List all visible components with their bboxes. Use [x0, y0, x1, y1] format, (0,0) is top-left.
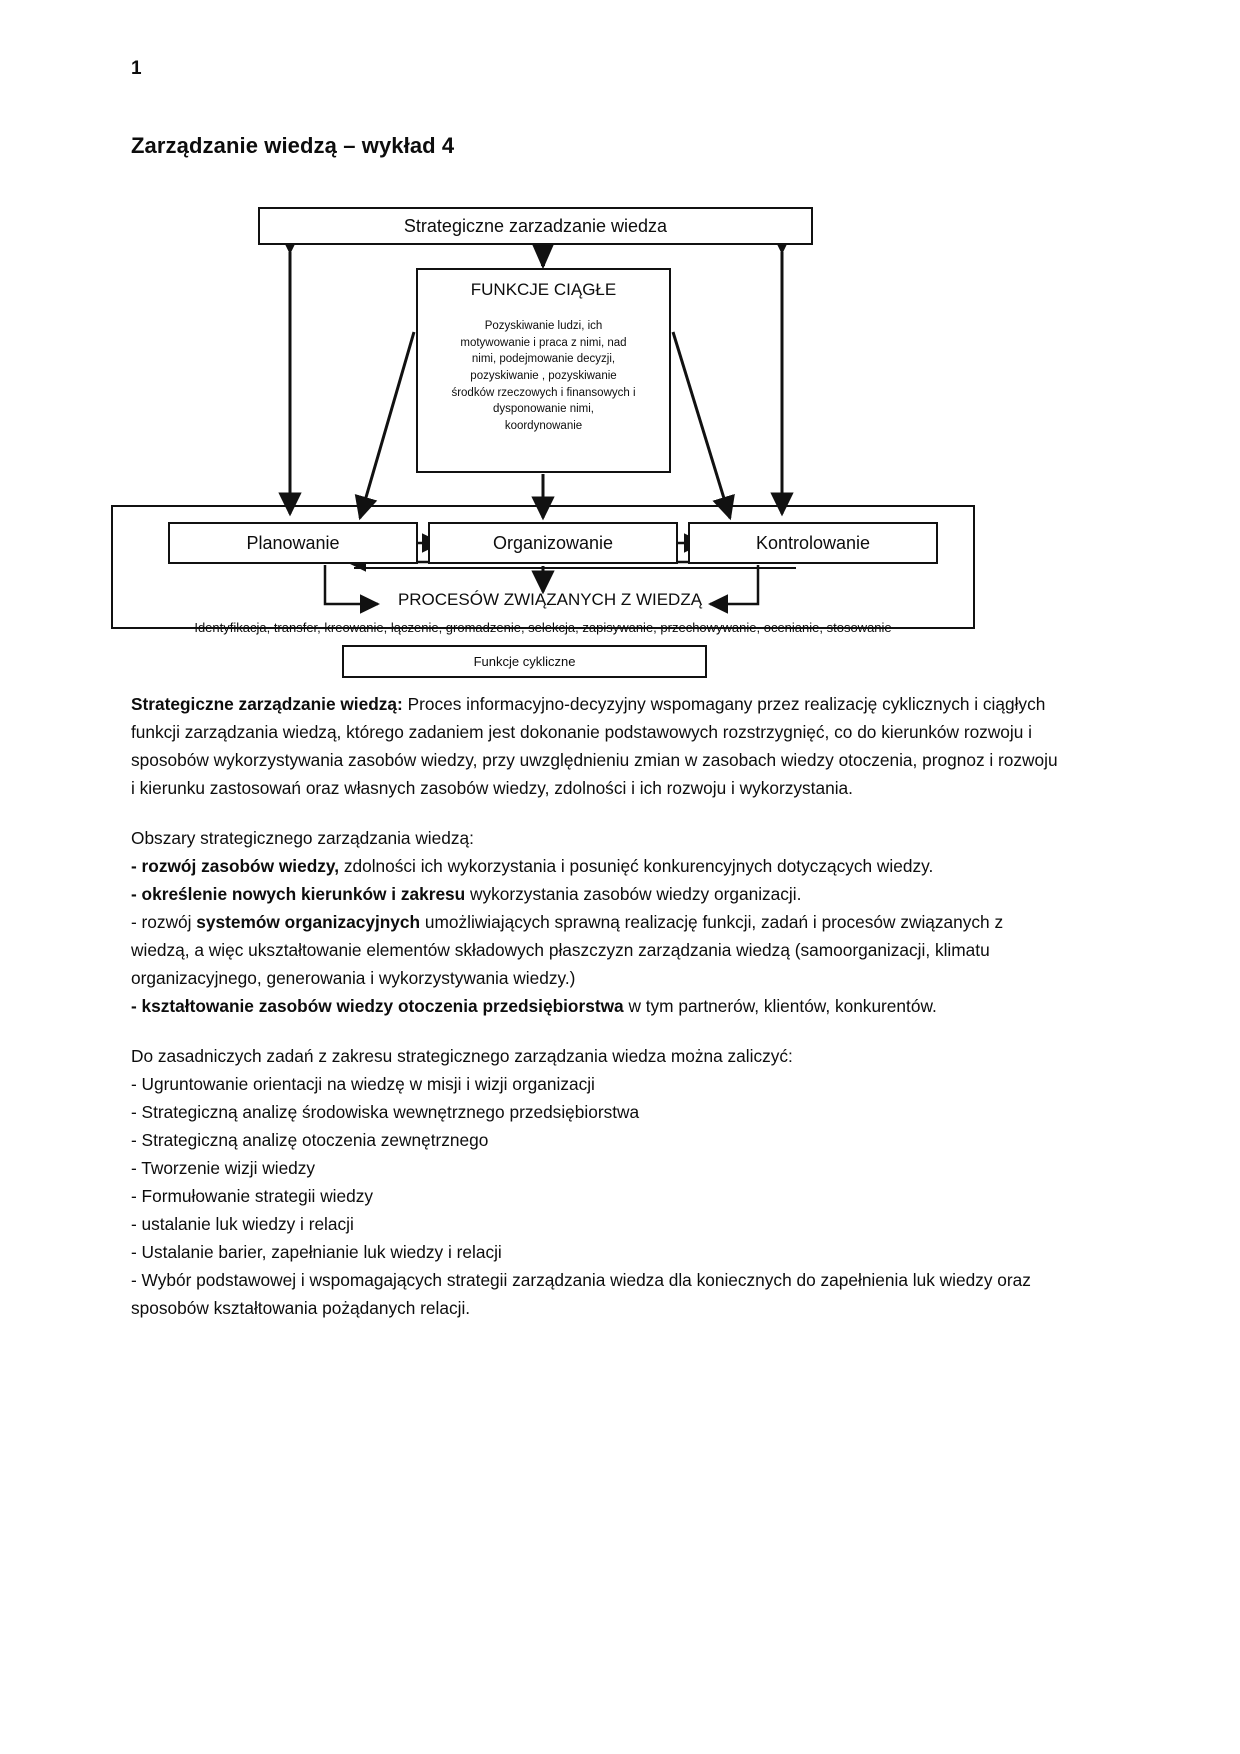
task-item: - Strategiczną analizę otoczenia zewnętrznego: [131, 1130, 489, 1151]
continuous-functions-line: środków rzeczowych i finansowych i: [451, 386, 636, 399]
box-strategic-knowledge-management: [258, 207, 813, 245]
box-continuous-functions: [416, 268, 671, 473]
page-number: 1: [131, 58, 142, 79]
knowledge-processes-list: Identyfikacja, transfer, kreowanie, łączenie, gromadzenie, selekcja, zapisywanie, przechowywanie, ocenianie, stosowanie: [194, 620, 892, 635]
continuous-functions-line: dysponowanie nimi,: [492, 403, 594, 416]
area-3-pre: - rozwój: [131, 912, 197, 933]
task-item: - Strategiczną analizę środowiska wewnętrznego przedsiębiorstwa: [131, 1102, 640, 1123]
box-organizowanie-label: Organizowanie: [492, 532, 614, 553]
task-item: - Tworzenie wizji wiedzy: [131, 1158, 316, 1179]
continuous-functions-body: [451, 318, 635, 435]
continuous-functions-line: koordynowanie: [504, 420, 583, 433]
area-1-rest: zdolności ich wykorzystania i posunięć konkurencyjnych dotyczących wiedzy.: [339, 856, 934, 877]
area-3-bold: systemów organizacyjnych: [196, 912, 421, 933]
task-item: - Formułowanie strategii wiedzy: [131, 1186, 374, 1207]
task-item: - Ustalanie barier, zapełnianie luk wiedzy i relacji: [131, 1242, 502, 1263]
area-3-rest: umożliwiających sprawną realizację funkcji, zadań i procesów związanych z wiedzą, a więc ukształtowanie elementów składowych płaszczyzn zarządzania wiedzą (samoorganizacji, klimatu organizacyjnego, generowania i wykorzystywania wiedzy.): [131, 912, 1004, 989]
area-4-bold: - kształtowanie zasobów wiedzy otoczenia przedsiębiorstwa: [131, 996, 624, 1017]
definition-paragraph: [131, 690, 1066, 802]
area-2-bold: - określenie nowych kierunków i zakresu: [131, 884, 466, 905]
areas-heading: Obszary strategicznego zarządzania wiedzą:: [131, 828, 474, 849]
tasks-heading: Do zasadniczych zadań z zakresu strategicznego zarządzania wiedza można zaliczyć:: [131, 1046, 793, 1067]
spacer: [131, 802, 1066, 824]
box-planowanie-label: Planowanie: [246, 532, 340, 553]
task-item: - ustalanie luk wiedzy i relacji: [131, 1214, 354, 1235]
box-kontrolowanie-label: Kontrolowanie: [755, 532, 871, 553]
continuous-functions-line: Pozyskiwanie ludzi, ich: [484, 320, 603, 332]
continuous-functions-line: pozyskiwanie , pozyskiwanie: [470, 370, 617, 383]
body-content: [131, 690, 1066, 1322]
knowledge-management-diagram: [110, 200, 990, 685]
definition-text: Proces informacyjno-decyzyjny wspomagany przez realizację cyklicznych i ciągłych funkcji zarządzania wiedzą, którego zadaniem jest dokonanie podstawowych rozstrzygnięć, co do kierunków rozwoju i sposobów wykorzystywania zasobów wiedzy, przy uwzględnieniu zmian w zasobach wiedzy otoczenia, prognoz i rozwoju i kierunku zastosowań oraz własnych zasobów wiedzy, zdolności i ich rozwoju i wykorzystania.: [131, 694, 1058, 799]
task-item: - Ugruntowanie orientacji na wiedzę w misji i wizji organizacji: [131, 1074, 595, 1095]
continuous-functions-title: FUNKCJE CIĄGŁE: [470, 280, 617, 299]
area-1-bold: - rozwój zasobów wiedzy,: [131, 856, 340, 877]
box-cyclic-functions: [342, 645, 707, 678]
knowledge-processes-label: PROCESÓW ZWIĄZANYCH Z WIEDZĄ: [397, 590, 703, 609]
continuous-functions-line: nimi, podejmowanie decyzji,: [471, 353, 616, 366]
page-title: Zarządzanie wiedzą – wykład 4: [131, 133, 455, 158]
area-4-rest: w tym partnerów, klientów, konkurentów.: [623, 996, 937, 1017]
spacer: [131, 1020, 1066, 1042]
area-item-2: [131, 880, 1066, 908]
box-kontrolowanie: [688, 522, 938, 564]
area-2-rest: wykorzystania zasobów wiedzy organizacji.: [465, 884, 802, 905]
box-strategic-label: Strategiczne zarzadzanie wiedza: [403, 215, 668, 236]
area-item-1: [131, 852, 1066, 880]
box-organizowanie: [428, 522, 678, 564]
task-item: - Wybór podstawowej i wspomagających strategii zarządzania wiedza dla koniecznych do zapełnienia luk wiedzy oraz sposobów kształtowania pożądanych relacji.: [131, 1270, 1031, 1319]
box-cyclic-functions-label: Funkcje cykliczne: [473, 654, 576, 669]
box-planowanie: [168, 522, 418, 564]
definition-label: Strategiczne zarządzanie wiedzą:: [131, 694, 403, 714]
area-item-3: [131, 908, 1066, 992]
area-item-4: [131, 992, 1066, 1020]
continuous-functions-line: motywowanie i praca z nimi, nad: [460, 336, 627, 349]
